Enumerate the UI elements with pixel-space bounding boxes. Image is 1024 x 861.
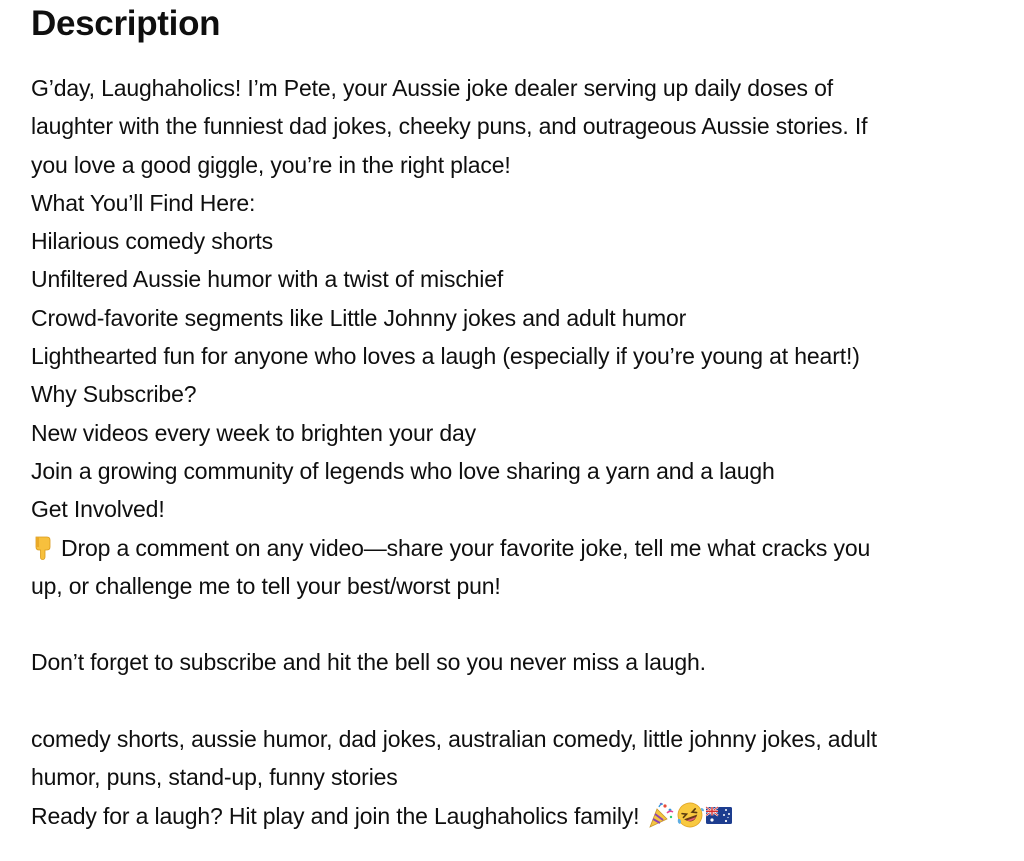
tags-line: comedy shorts, aussie humor, dad jokes, australian comedy, little johnny jokes, adult — [31, 726, 877, 753]
tags-line-continued: humor, puns, stand-up, funny stories — [31, 764, 398, 791]
description-line: Hilarious comedy shorts — [31, 228, 273, 255]
rolling-on-floor-laughing-icon — [676, 801, 704, 829]
party-popper-icon — [647, 801, 675, 829]
description-line: Unfiltered Aussie humor with a twist of mischief — [31, 266, 504, 293]
comment-line — [31, 529, 991, 567]
australia-flag-icon — [705, 801, 733, 829]
comment-text-1: Drop a comment on any video—share your favorite joke, tell me what cracks you — [61, 534, 871, 561]
section-heading-what-youll-find: What You’ll Find Here: — [31, 189, 256, 216]
subscribe-line: Don’t forget to subscribe and hit the bell so you never miss a laugh. — [31, 649, 706, 676]
section-heading-why-subscribe: Why Subscribe? — [31, 381, 197, 408]
description-body — [31, 69, 991, 835]
description-line: Crowd-favorite segments like Little Johnny jokes and adult humor — [31, 304, 687, 331]
blank-line — [31, 682, 991, 720]
closing-text: Ready for a laugh? Hit play and join the Laughaholics family! — [31, 802, 640, 829]
closing-line — [31, 797, 991, 835]
backhand-index-pointing-down-icon — [31, 533, 57, 559]
description-line: you love a good giggle, you’re in the right place! — [31, 151, 511, 178]
description-line: Join a growing community of legends who love sharing a yarn and a laugh — [31, 457, 775, 484]
blank-line — [31, 605, 991, 643]
description-line: laughter with the funniest dad jokes, cheeky puns, and outrageous Aussie stories. If — [31, 113, 868, 140]
description-title: Description — [31, 4, 221, 43]
description-line: G’day, Laughaholics! I’m Pete, your Aussie joke dealer serving up daily doses of — [31, 75, 833, 101]
comment-line-continued: up, or challenge me to tell your best/worst pun! — [31, 572, 501, 599]
description-line: New videos every week to brighten your day — [31, 419, 476, 446]
section-heading-get-involved: Get Involved! — [31, 496, 165, 523]
description-line: Lighthearted fun for anyone who loves a laugh (especially if you’re young at heart!) — [31, 343, 860, 370]
